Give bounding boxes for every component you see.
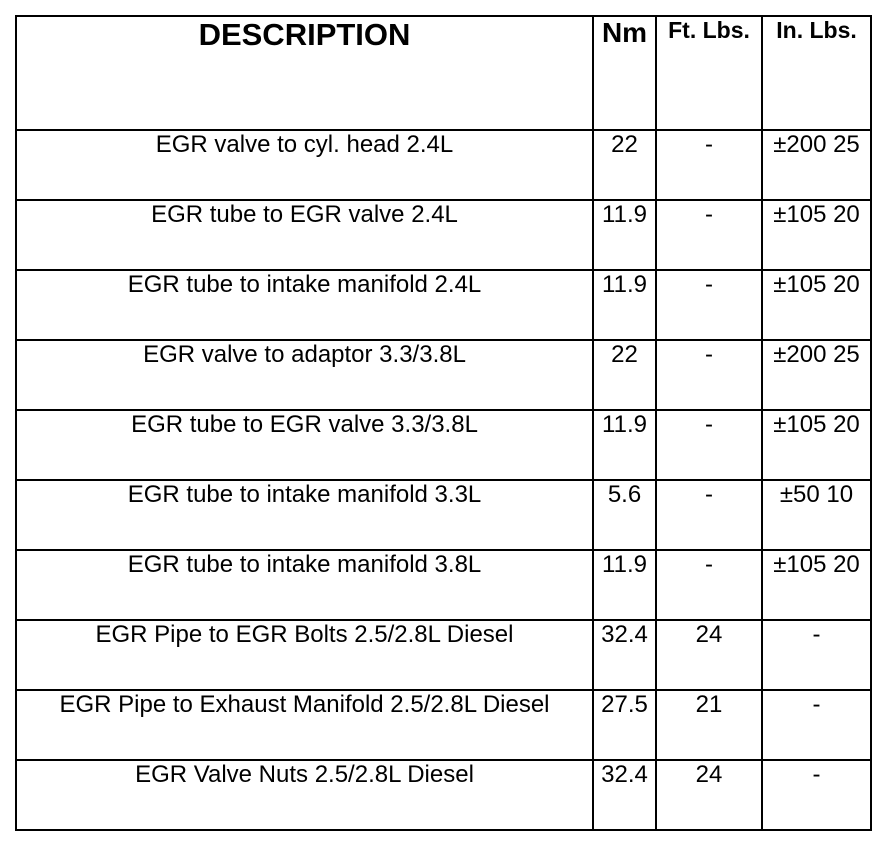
cell-nm: 27.5 xyxy=(593,690,656,760)
header-ft-lbs: Ft. Lbs. xyxy=(656,16,762,130)
cell-description: EGR tube to intake manifold 2.4L xyxy=(16,270,593,340)
cell-in-lbs: ±200 25 xyxy=(762,130,871,200)
cell-nm: 5.6 xyxy=(593,480,656,550)
cell-ft-lbs: 24 xyxy=(656,760,762,830)
cell-description: EGR Pipe to Exhaust Manifold 2.5/2.8L Diesel xyxy=(16,690,593,760)
cell-description: EGR valve to cyl. head 2.4L xyxy=(16,130,593,200)
table-row xyxy=(16,480,871,550)
cell-description: EGR tube to EGR valve 2.4L xyxy=(16,200,593,270)
cell-ft-lbs: - xyxy=(656,340,762,410)
cell-nm: 11.9 xyxy=(593,270,656,340)
torque-spec-table xyxy=(15,15,872,831)
cell-ft-lbs: - xyxy=(656,550,762,620)
cell-description: EGR valve to adaptor 3.3/3.8L xyxy=(16,340,593,410)
cell-nm: 32.4 xyxy=(593,620,656,690)
cell-nm: 32.4 xyxy=(593,760,656,830)
table-row xyxy=(16,130,871,200)
table-row xyxy=(16,550,871,620)
cell-in-lbs: - xyxy=(762,690,871,760)
cell-nm: 11.9 xyxy=(593,410,656,480)
cell-ft-lbs: - xyxy=(656,480,762,550)
cell-nm: 22 xyxy=(593,340,656,410)
header-in-lbs: In. Lbs. xyxy=(762,16,871,130)
cell-ft-lbs: - xyxy=(656,200,762,270)
cell-nm: 22 xyxy=(593,130,656,200)
cell-in-lbs: ±105 20 xyxy=(762,550,871,620)
cell-in-lbs: ±105 20 xyxy=(762,270,871,340)
cell-in-lbs: ±105 20 xyxy=(762,200,871,270)
cell-in-lbs: ±200 25 xyxy=(762,340,871,410)
table-row xyxy=(16,270,871,340)
cell-description: EGR tube to EGR valve 3.3/3.8L xyxy=(16,410,593,480)
cell-ft-lbs: 24 xyxy=(656,620,762,690)
table-header-row xyxy=(16,16,871,130)
cell-description: EGR Valve Nuts 2.5/2.8L Diesel xyxy=(16,760,593,830)
header-nm: Nm xyxy=(593,16,656,130)
cell-in-lbs: - xyxy=(762,760,871,830)
table-row xyxy=(16,200,871,270)
cell-in-lbs: ±105 20 xyxy=(762,410,871,480)
table-row xyxy=(16,410,871,480)
cell-nm: 11.9 xyxy=(593,200,656,270)
cell-in-lbs: ±50 10 xyxy=(762,480,871,550)
cell-ft-lbs: - xyxy=(656,130,762,200)
cell-nm: 11.9 xyxy=(593,550,656,620)
table-row xyxy=(16,620,871,690)
table-row xyxy=(16,690,871,760)
cell-description: EGR Pipe to EGR Bolts 2.5/2.8L Diesel xyxy=(16,620,593,690)
cell-description: EGR tube to intake manifold 3.3L xyxy=(16,480,593,550)
header-description: DESCRIPTION xyxy=(16,16,593,130)
cell-in-lbs: - xyxy=(762,620,871,690)
cell-ft-lbs: - xyxy=(656,270,762,340)
cell-ft-lbs: 21 xyxy=(656,690,762,760)
cell-ft-lbs: - xyxy=(656,410,762,480)
table-row xyxy=(16,760,871,830)
cell-description: EGR tube to intake manifold 3.8L xyxy=(16,550,593,620)
table-row xyxy=(16,340,871,410)
